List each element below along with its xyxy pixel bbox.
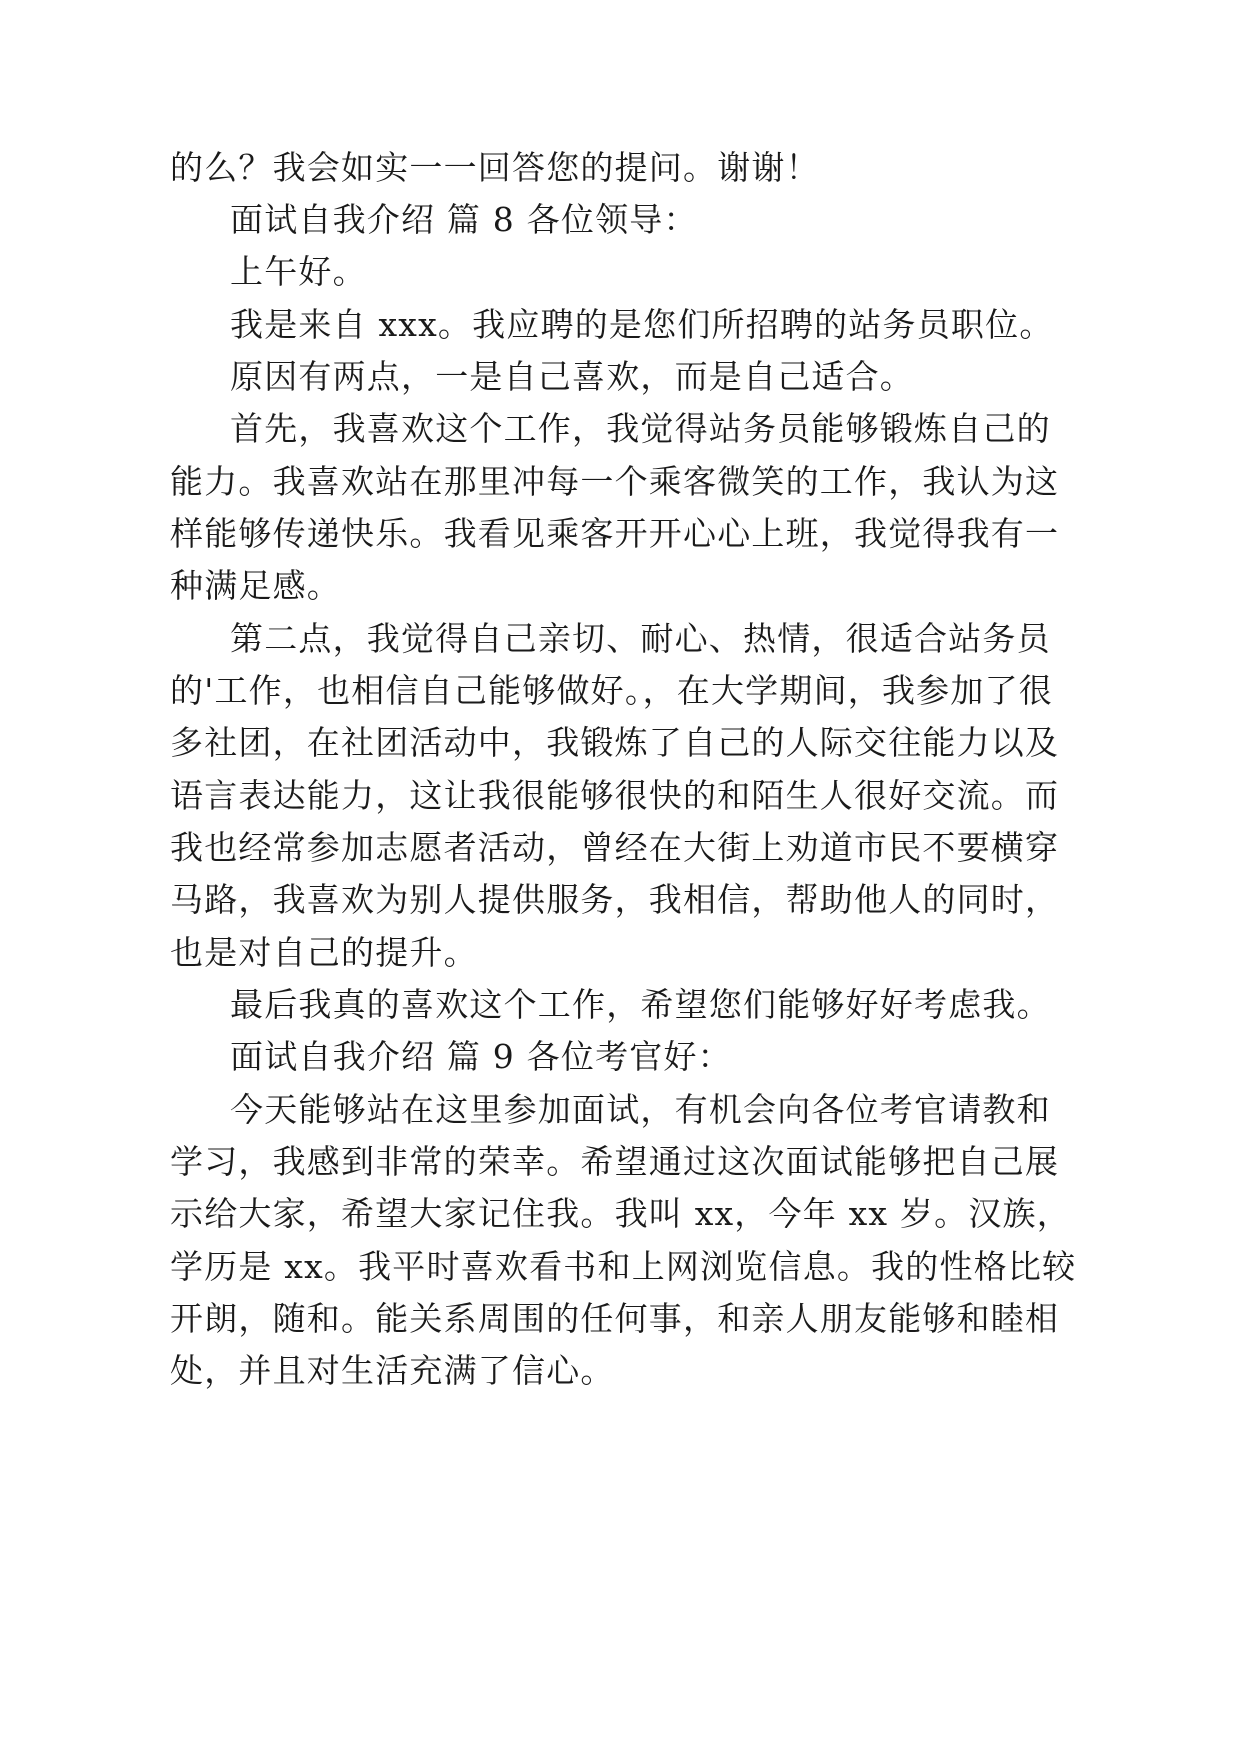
paragraph-line: 多社团，在社团活动中，我锻炼了自己的人际交往能力以及: [170, 723, 1060, 762]
paragraph-line: 最后我真的喜欢这个工作，希望您们能够好好考虑我。: [230, 985, 1051, 1024]
paragraph-line: 学习，我感到非常的荣幸。希望通过这次面试能够把自己展: [170, 1142, 1060, 1181]
section-heading-8: 面试自我介绍 篇 8 各位领导：: [230, 200, 698, 239]
text-line-continuation: 的么？我会如实一一回答您的提问。谢谢！: [170, 148, 820, 187]
paragraph-line: 也是对自己的提升。: [170, 933, 478, 972]
paragraph-line: 能力。我喜欢站在那里冲每一个乘客微笑的工作，我认为这: [170, 462, 1060, 501]
paragraph-line: 样能够传递快乐。我看见乘客开开心心上班，我觉得我有一: [170, 514, 1060, 553]
greeting-line: 上午好。: [230, 252, 367, 291]
paragraph-line: 马路，我喜欢为别人提供服务，我相信，帮助他人的同时，: [170, 880, 1060, 919]
paragraph-line: 原因有两点，一是自己喜欢，而是自己适合。: [230, 357, 914, 396]
paragraph-line: 第二点，我觉得自己亲切、耐心、热情，很适合站务员: [230, 619, 1051, 658]
paragraph-line: 首先，我喜欢这个工作，我觉得站务员能够锻炼自己的: [230, 409, 1051, 448]
section-heading-9: 面试自我介绍 篇 9 各位考官好：: [230, 1037, 732, 1076]
paragraph-line: 今天能够站在这里参加面试，有机会向各位考官请教和: [230, 1090, 1051, 1129]
paragraph-line: 语言表达能力，这让我很能够很快的和陌生人很好交流。而: [170, 776, 1060, 815]
paragraph-line: 我也经常参加志愿者活动，曾经在大街上劝道市民不要横穿: [170, 828, 1060, 867]
paragraph-line: 种满足感。: [170, 566, 341, 605]
paragraph-line: 示给大家，希望大家记住我。我叫 xx，今年 xx 岁。汉族，: [170, 1194, 1071, 1233]
paragraph-line: 学历是 xx。我平时喜欢看书和上网浏览信息。我的性格比较: [170, 1247, 1077, 1286]
paragraph-line: 处，并且对生活充满了信心。: [170, 1351, 615, 1390]
paragraph-line: 的'工作，也相信自己能够做好。，在大学期间，我参加了很: [170, 671, 1053, 710]
paragraph-line: 我是来自 xxx。我应聘的是您们所招聘的站务员职位。: [230, 305, 1054, 344]
paragraph-line: 开朗，随和。能关系周围的任何事，和亲人朋友能够和睦相: [170, 1299, 1060, 1338]
